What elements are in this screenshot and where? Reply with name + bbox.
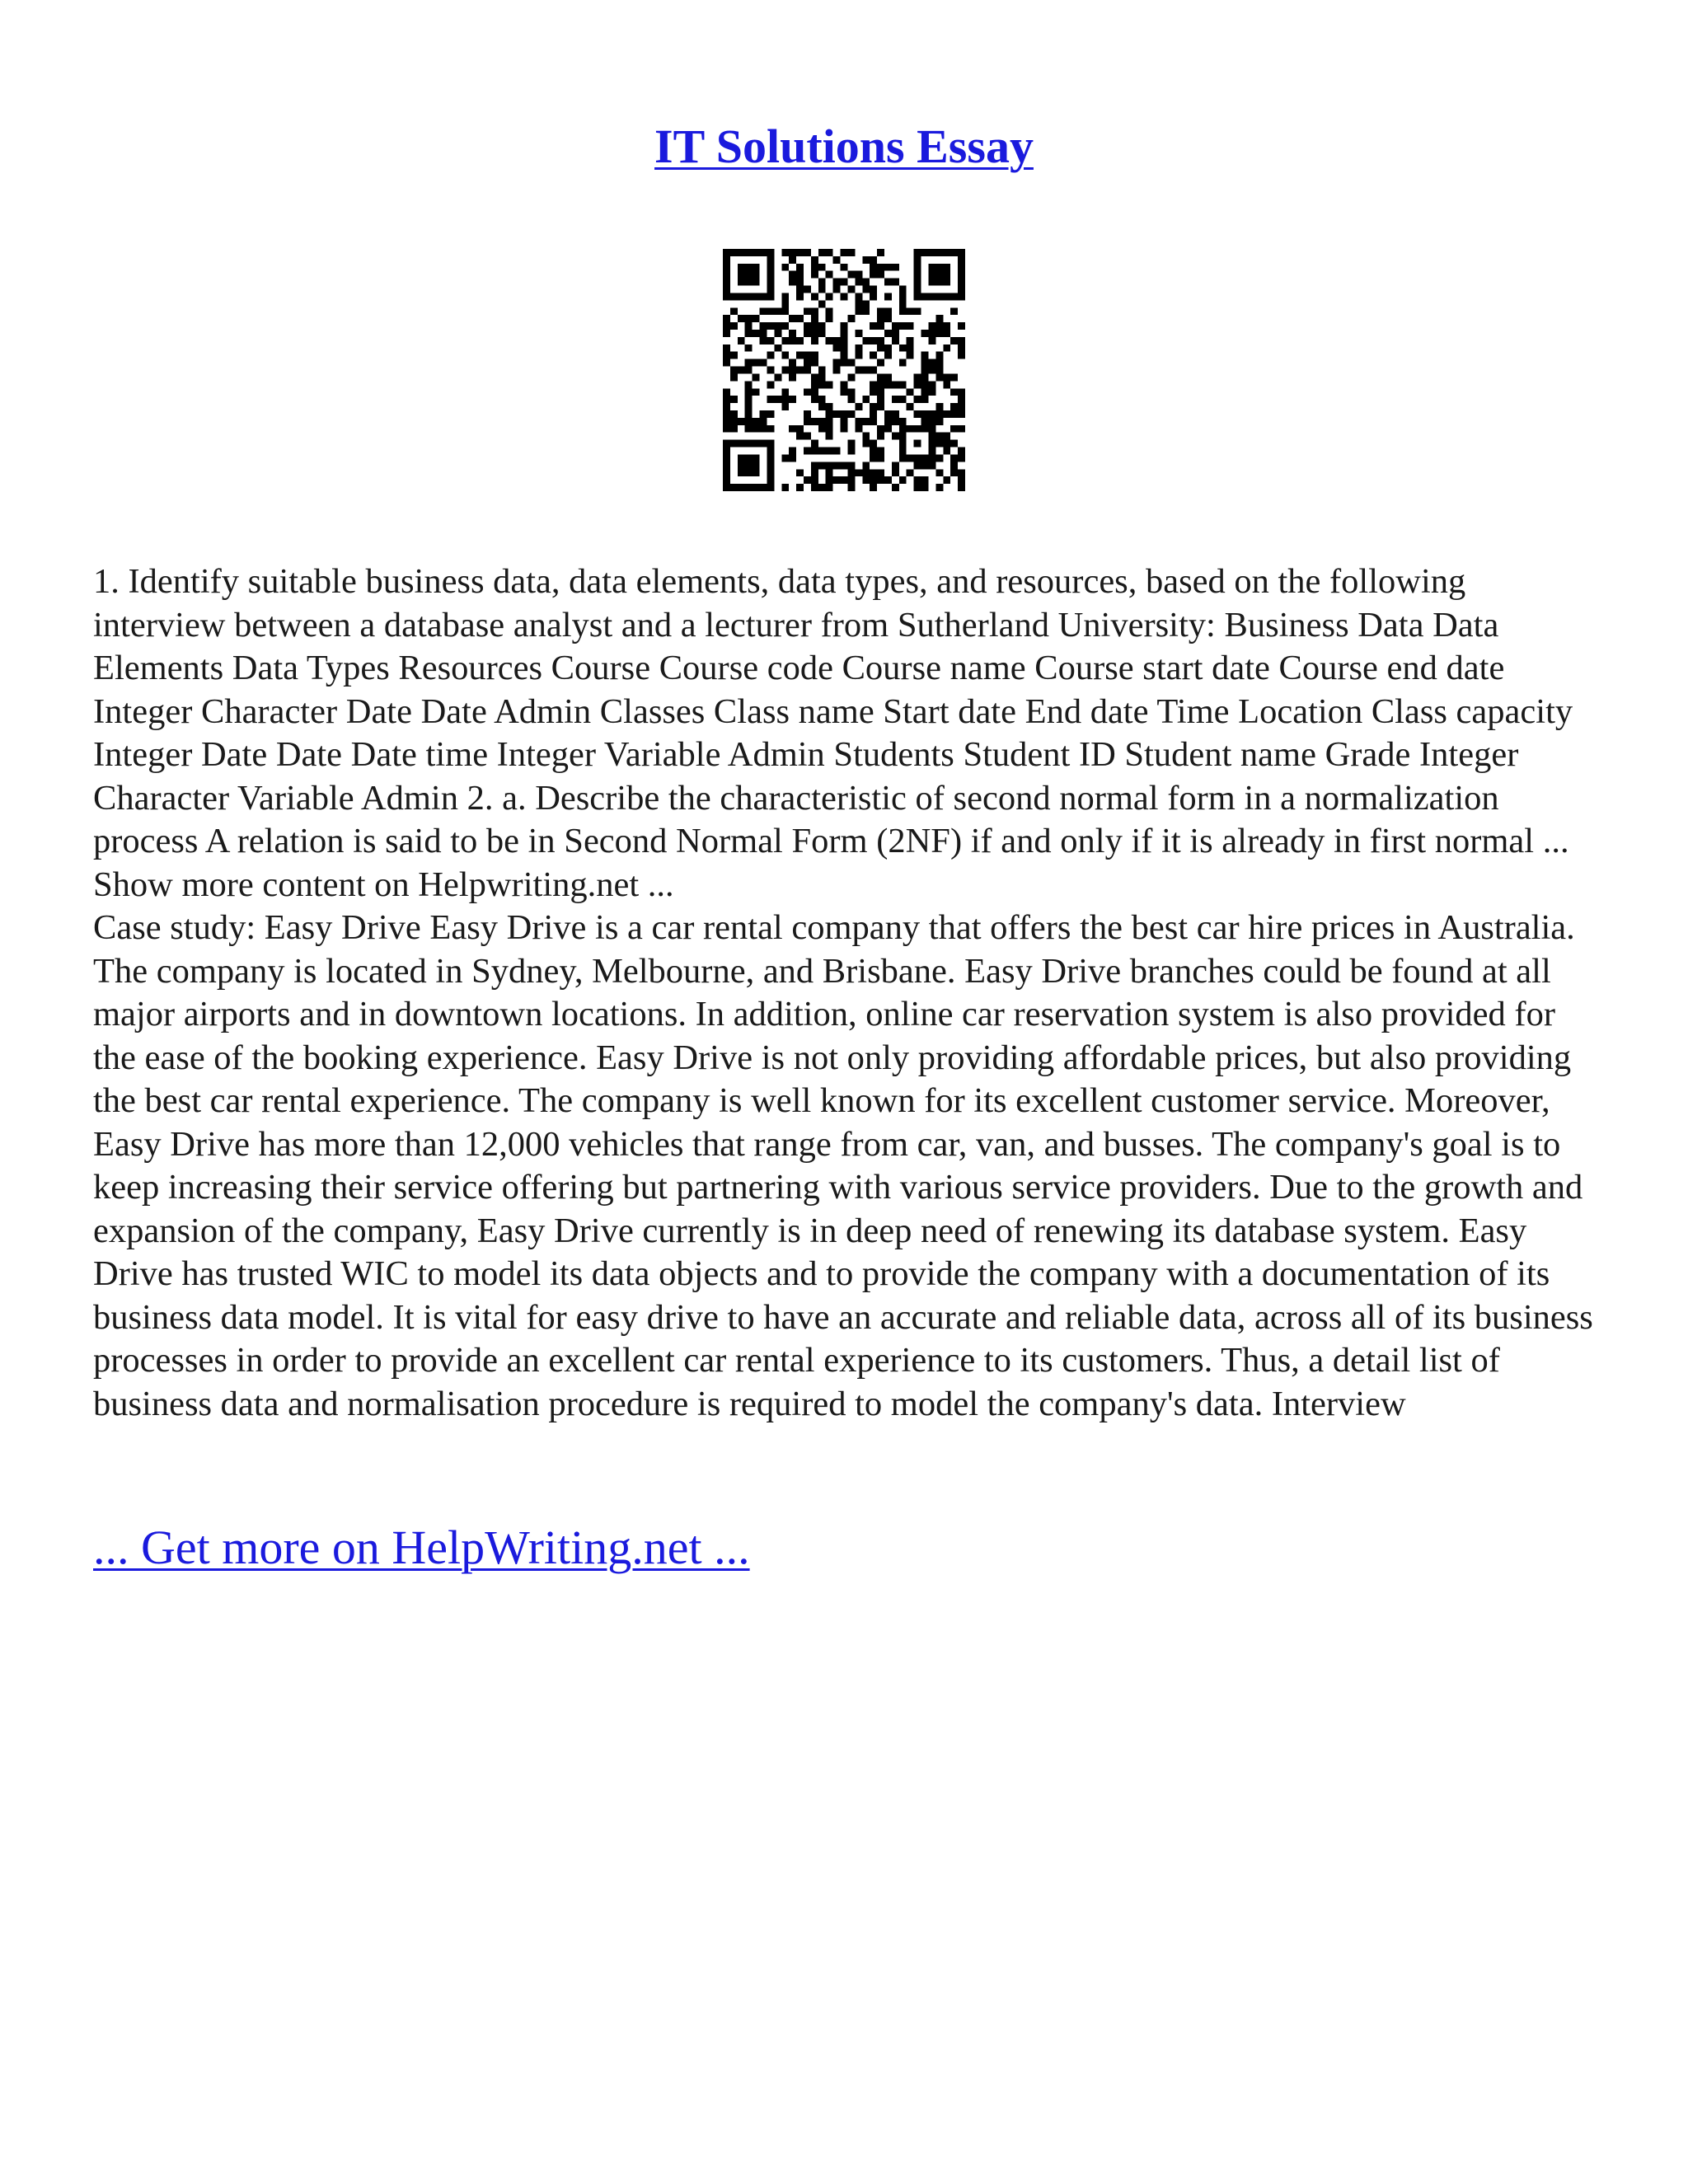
title-link[interactable]: IT Solutions Essay [654,120,1034,173]
qr-code-icon [723,249,965,491]
essay-paragraph-2: Case study: Easy Drive Easy Drive is a car rental company that offers the best car hire prices in Australia. The company is located in Sydney, Melbourne, and Brisbane. Easy Drive branches could be found at all major airports and in downtown locations. In addition, online car reservation system is also provided for the ease of the booking experience. Easy Drive is not only providing affordable prices, but also providing the best car rental experience. The company is well known for its excellent customer service. Moreover, Easy Drive has more than 12,000 vehicles that range from car, van, and busses. The company's goal is to keep increasing their service offering but partnering with various service providers. Due to the growth and expansion of the company, Easy Drive currently is in deep need of renewing its database system. Easy Drive has trusted WIC to model its data objects and to provide the company with a documentation of its business data model. It is vital for easy drive to have an accurate and reliable data, across all of its business processes in order to provide an excellent car rental experience to its customers. Thus, a detail list of business data and normalisation procedure is required to model the company's data. Interview [93,908,1593,1423]
page-title [0,115,1688,178]
essay-body [93,560,1601,1426]
essay-paragraph-1: 1. Identify suitable business data, data elements, data types, and resources, based on the following interview between a database analyst and a lecturer from Sutherland University: Business Data Data Elements Data Types Resources Course Course code Course name Course start date Course end date Integer Character Date Date Admin Classes Class name Start date End date Time Location Class capacity Integer Date Date Date time Integer Variable Admin Students Student ID Student name Grade Integer Character Variable Admin 2. a. Describe the characteristic of second normal form in a normalization process A relation is said to be in Second Normal Form (2NF) if and only if it is already in first normal ... Show more content on Helpwriting.net ... [93,562,1573,904]
qr-code [723,249,965,491]
get-more-link-container [93,1516,750,1579]
get-more-link[interactable]: ... Get more on HelpWriting.net ... [93,1521,750,1574]
